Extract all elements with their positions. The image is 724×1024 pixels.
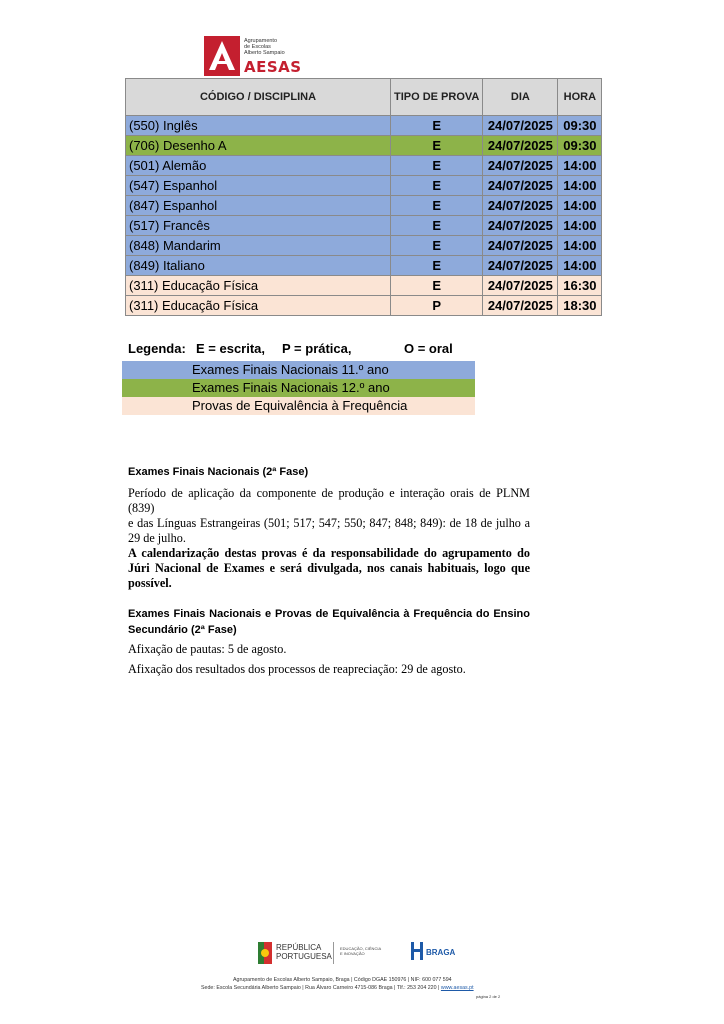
page-number: página 2 de 2	[476, 994, 501, 999]
cell-hora: 14:00	[558, 196, 602, 216]
cell-dia: 24/07/2025	[483, 296, 558, 316]
section1-body: Período de aplicação da componente de produção e interação orais de PLNM (839) e das Línguas Estrangeiras (501; 517; 547; 550; 847; 848; 849): de 18 de julho a 29 de julho. A calendarização destas provas é da responsabilidade do agrupamento do Júri Nacional de Exames e será divulgada, nos canais habituais, logo que possível.	[128, 486, 530, 590]
cell-dia: 24/07/2025	[483, 236, 558, 256]
cell-hora: 14:00	[558, 176, 602, 196]
cell-dia: 24/07/2025	[483, 156, 558, 176]
legend-item-label: Exames Finais Nacionais 12.º ano	[192, 380, 390, 395]
footer-line2: Sede: Escola Secundária Alberto Sampaio | Rua Álvaro Carneiro 4715-086 Braga | Tlf.: 253 204 220 | www.aesas.pt	[201, 985, 474, 991]
legend-o: O = oral	[404, 341, 453, 356]
cell-disciplina: (501) Alemão	[126, 156, 391, 176]
braga-logo-icon	[410, 940, 424, 962]
braga-label: BRAGA	[426, 948, 456, 957]
col-header-disciplina: CÓDIGO / DISCIPLINA	[126, 79, 391, 116]
legend-item-12-ano	[122, 379, 475, 397]
cell-tipo: P	[391, 296, 483, 316]
footer-logos	[258, 940, 458, 968]
table-row	[126, 276, 602, 296]
table-row	[126, 296, 602, 316]
section2-pautas: Afixação de pautas: 5 de agosto.	[128, 642, 287, 656]
cell-tipo: E	[391, 236, 483, 256]
cell-hora: 09:30	[558, 116, 602, 136]
col-header-hora: HORA	[558, 79, 602, 116]
cell-hora: 14:00	[558, 236, 602, 256]
ministry-label: EDUCAÇÃO, CIÊNCIA E INOVAÇÃO	[340, 946, 382, 956]
table-row	[126, 136, 602, 156]
logo-brand: AESAS	[244, 58, 302, 76]
cell-disciplina: (847) Espanhol	[126, 196, 391, 216]
table-row	[126, 236, 602, 256]
legend-item-label: Exames Finais Nacionais 11.º ano	[192, 362, 389, 377]
footer-divider	[333, 942, 334, 964]
legend-e: E = escrita,	[196, 341, 266, 356]
cell-disciplina: (849) Italiano	[126, 256, 391, 276]
logo-text: Agrupamento de Escolas Alberto Sampaio	[244, 38, 285, 56]
portugal-flag-icon	[258, 942, 272, 964]
cell-hora: 09:30	[558, 136, 602, 156]
cell-dia: 24/07/2025	[483, 216, 558, 236]
cell-hora: 14:00	[558, 216, 602, 236]
legend-p: P = prática,	[282, 341, 352, 356]
footer-line1: Agrupamento de Escolas Alberto Sampaio, Braga | Código DGAE 150976 | NIF: 600 077 594	[233, 977, 452, 983]
section2-title: Exames Finais Nacionais e Provas de Equivalência à Frequência do Ensino Secundário (2ª Fase)	[128, 608, 530, 636]
aesas-logo-icon	[204, 36, 240, 76]
cell-hora: 14:00	[558, 156, 602, 176]
table-header-row	[126, 79, 602, 116]
table-row	[126, 116, 602, 136]
cell-disciplina: (550) Inglês	[126, 116, 391, 136]
cell-dia: 24/07/2025	[483, 136, 558, 156]
cell-dia: 24/07/2025	[483, 176, 558, 196]
legend-label: Legenda:	[128, 341, 186, 356]
cell-tipo: E	[391, 196, 483, 216]
table-row	[126, 196, 602, 216]
republica-portuguesa-label: REPÚBLICA PORTUGUESA	[276, 943, 332, 961]
legend-item-equivalencia	[122, 397, 475, 415]
section1-title: Exames Finais Nacionais (2ª Fase)	[128, 466, 309, 478]
cell-disciplina: (706) Desenho A	[126, 136, 391, 156]
table-row	[126, 176, 602, 196]
cell-dia: 24/07/2025	[483, 276, 558, 296]
cell-tipo: E	[391, 116, 483, 136]
section2-reapreciacao: Afixação dos resultados dos processos de reapreciação: 29 de agosto.	[128, 662, 466, 676]
cell-tipo: E	[391, 216, 483, 236]
cell-dia: 24/07/2025	[483, 256, 558, 276]
cell-tipo: E	[391, 276, 483, 296]
legend-item-11-ano	[122, 361, 475, 379]
cell-tipo: E	[391, 136, 483, 156]
cell-dia: 24/07/2025	[483, 196, 558, 216]
exam-schedule-table	[125, 78, 602, 316]
col-header-dia: DIA	[483, 79, 558, 116]
cell-disciplina: (517) Francês	[126, 216, 391, 236]
cell-dia: 24/07/2025	[483, 116, 558, 136]
cell-hora: 16:30	[558, 276, 602, 296]
table-row	[126, 156, 602, 176]
cell-tipo: E	[391, 176, 483, 196]
cell-tipo: E	[391, 256, 483, 276]
table-row	[126, 216, 602, 236]
cell-disciplina: (311) Educação Física	[126, 296, 391, 316]
cell-disciplina: (311) Educação Física	[126, 276, 391, 296]
cell-disciplina: (848) Mandarim	[126, 236, 391, 256]
cell-tipo: E	[391, 156, 483, 176]
website-link[interactable]: www.aesas.pt	[440, 985, 474, 991]
table-row	[126, 256, 602, 276]
cell-disciplina: (547) Espanhol	[126, 176, 391, 196]
legend-item-label: Provas de Equivalência à Frequência	[192, 398, 408, 413]
cell-hora: 18:30	[558, 296, 602, 316]
school-logo	[204, 36, 304, 78]
cell-hora: 14:00	[558, 256, 602, 276]
col-header-tipo: TIPO DE PROVA	[391, 79, 483, 116]
